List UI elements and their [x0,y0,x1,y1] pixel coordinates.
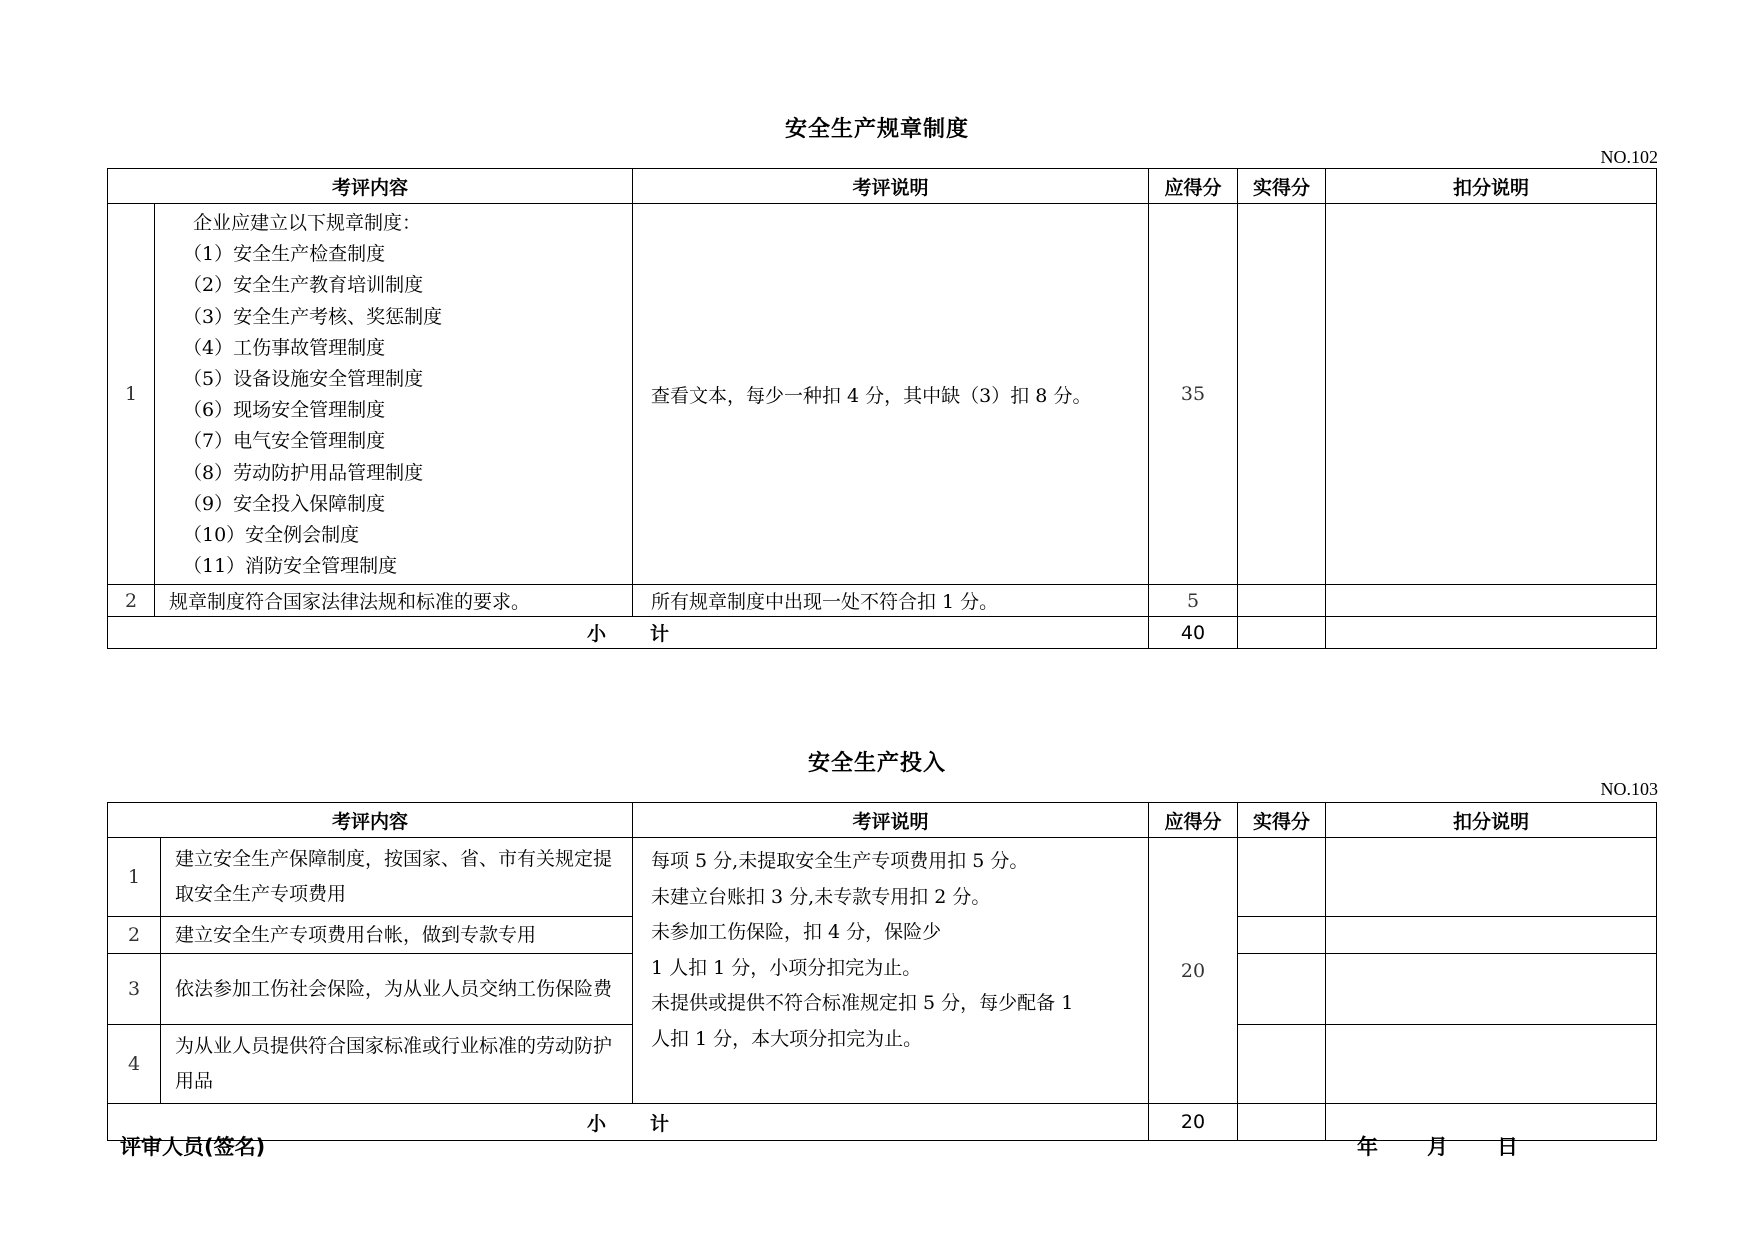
date-month: 月 [1427,1135,1448,1159]
row-number: 3 [108,954,161,1025]
row-number: 2 [108,585,155,617]
rule-item: （5）设备设施安全管理制度 [183,368,424,391]
desc-line: 未建立台账扣 3 分,未专款专用扣 2 分。 [651,885,991,908]
header-content: 考评内容 [108,169,633,204]
section2-title: 安全生产投入 [807,751,946,776]
desc-line: 1 人扣 1 分，小项分扣完为止。 [651,956,922,979]
header-desc: 考评说明 [633,803,1149,838]
row-content: 依法参加工伤社会保险，为从业人员交纳工伤保险费 [161,954,633,1025]
row-deduct-note[interactable] [1326,838,1657,917]
row-number: 1 [108,838,161,917]
header-desc: 考评说明 [633,169,1149,204]
rules-list [155,204,633,585]
section1-title: 安全生产规章制度 [784,117,969,142]
subtotal-label-a: 小 [586,623,606,646]
row-deduct-note[interactable] [1326,585,1657,617]
section1-subtotal-row [108,617,1657,649]
header-deduct-note: 扣分说明 [1326,803,1657,838]
rule-item: （3）安全生产考核、奖惩制度 [183,305,443,328]
subtotal-label [108,617,1149,649]
row-actual-score[interactable] [1238,585,1326,617]
row-description: 所有规章制度中出现一处不符合扣 1 分。 [633,585,1149,617]
section2-table [107,802,1657,1141]
row-actual-score[interactable] [1238,1025,1326,1104]
subtotal-actual-score[interactable] [1238,617,1326,649]
rule-item: （2）安全生产教育培训制度 [183,274,424,297]
subtotal-score: 40 [1149,617,1238,649]
header-should-score: 应得分 [1149,803,1238,838]
investment-description [633,838,1149,1104]
subtotal-deduct-note[interactable] [1326,617,1657,649]
rule-item: （10）安全例会制度 [183,524,360,547]
section1-number: NO.102 [1600,147,1658,167]
row-actual-score[interactable] [1238,917,1326,954]
rule-item: （8）劳动防护用品管理制度 [183,461,424,484]
rule-item: （9）安全投入保障制度 [183,492,386,515]
investment-should-score: 20 [1149,838,1238,1104]
row-deduct-note[interactable] [1326,204,1657,585]
date-day: 日 [1497,1135,1518,1159]
row-content: 为从业人员提供符合国家标准或行业标准的劳动防护用品 [161,1025,633,1104]
rule-item: （1）安全生产检查制度 [183,243,386,266]
subtotal-actual-score[interactable] [1238,1104,1326,1141]
rules-intro: 企业应建立以下规章制度： [193,212,422,234]
header-content: 考评内容 [108,803,633,838]
date-year: 年 [1357,1135,1378,1159]
row-deduct-note[interactable] [1326,1025,1657,1104]
row-number: 2 [108,917,161,954]
row-actual-score[interactable] [1238,838,1326,917]
date-fields [1357,1131,1567,1161]
section1-row-2 [108,585,1657,617]
row-actual-score[interactable] [1238,954,1326,1025]
section1-header-row [108,169,1657,204]
section1-table [107,168,1657,649]
desc-line: 未参加工伤保险，扣 4 分，保险少 [651,921,942,944]
header-actual-score: 实得分 [1238,803,1326,838]
rule-item: （4）工伤事故管理制度 [183,336,386,359]
rule-item: （11）消防安全管理制度 [183,555,398,578]
section2-number: NO.103 [1600,779,1658,799]
row-actual-score[interactable] [1238,204,1326,585]
subtotal-label-a: 小 [586,1112,606,1135]
rule-item: （7）电气安全管理制度 [183,430,386,453]
row-content: 建立安全生产保障制度，按国家、省、市有关规定提取安全生产专项费用 [161,838,633,917]
row-deduct-note[interactable] [1326,917,1657,954]
header-actual-score: 实得分 [1238,169,1326,204]
desc-line: 人扣 1 分，本大项分扣完为止。 [651,1027,923,1050]
subtotal-score: 20 [1149,1104,1238,1141]
desc-line: 未提供或提供不符合标准规定扣 5 分，每少配备 1 [651,992,1074,1015]
section1-row-1 [108,204,1657,585]
row-deduct-note[interactable] [1326,954,1657,1025]
header-deduct-note: 扣分说明 [1326,169,1657,204]
row-content: 建立安全生产专项费用台帐，做到专款专用 [161,917,633,954]
row-should-score: 5 [1149,585,1238,617]
reviewer-signature-label: 评审人员(签名) [120,1135,266,1159]
row-content: 规章制度符合国家法律法规和标准的要求。 [155,585,633,617]
subtotal-label-b: 计 [650,623,670,646]
subtotal-label-b: 计 [650,1112,670,1135]
desc-line: 每项 5 分,未提取安全生产专项费用扣 5 分。 [651,850,1029,872]
row-description: 查看文本，每少一种扣 4 分，其中缺（3）扣 8 分。 [633,204,1149,585]
row-number: 4 [108,1025,161,1104]
section2-row-1 [108,838,1657,917]
row-should-score: 35 [1149,204,1238,585]
header-should-score: 应得分 [1149,169,1238,204]
rule-item: （6）现场安全管理制度 [183,399,386,422]
section2-header-row [108,803,1657,838]
row-number: 1 [108,204,155,585]
